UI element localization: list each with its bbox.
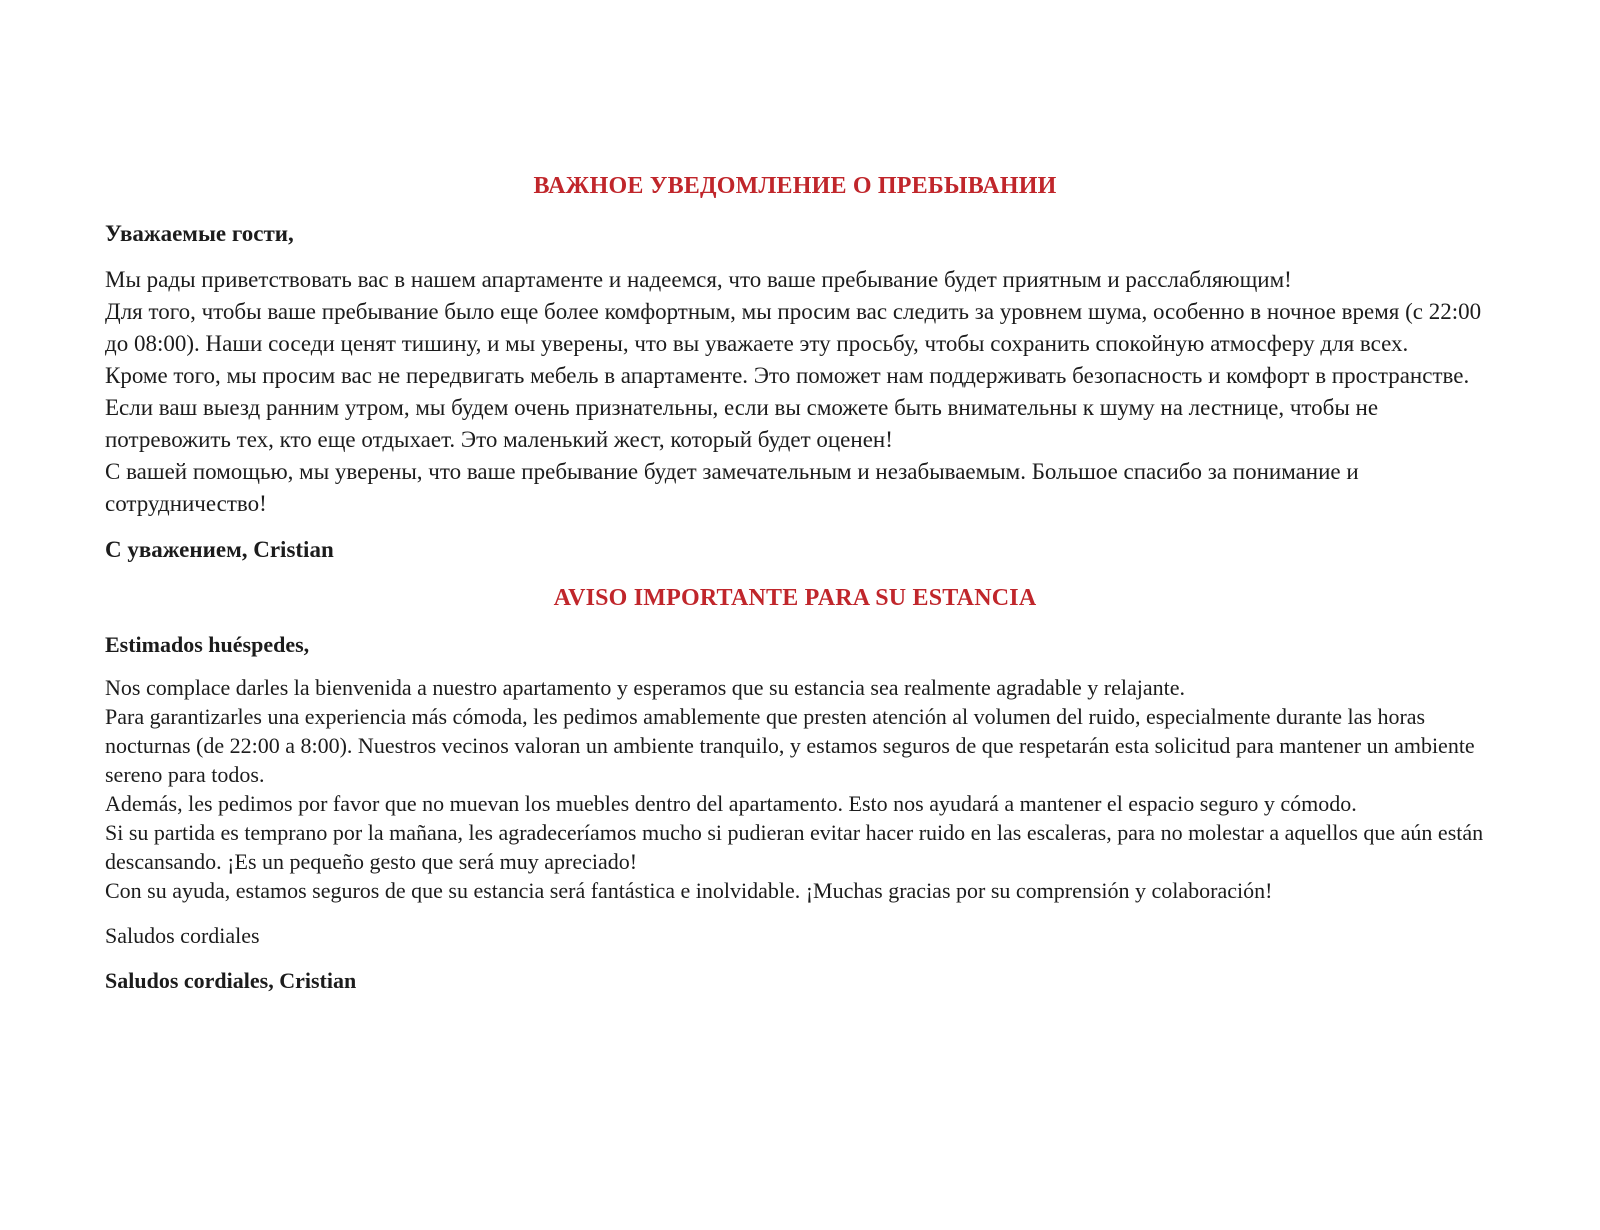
russian-paragraph-thanks: С вашей помощью, мы уверены, что ваше пребывание будет замечательным и незабываемым. Большое спасибо за понимание и сотрудничество! — [105, 459, 1359, 516]
russian-paragraph-welcome: Мы рады приветствовать вас в нашем апартаменте и надеемся, что ваше пребывание будет приятным и расслабляющим! — [105, 267, 1292, 292]
spanish-body — [105, 673, 1485, 905]
russian-paragraph-furniture: Кроме того, мы просим вас не передвигать мебель в апартаменте. Это поможет нам поддерживать безопасность и комфорт в пространстве. — [105, 363, 1470, 388]
spanish-closing: Saludos cordiales — [105, 923, 260, 948]
spanish-paragraph-furniture: Además, les pedimos por favor que no muevan los muebles dentro del apartamento. Esto nos ayudará a mantener el espacio seguro y cómodo. — [105, 791, 1357, 816]
russian-paragraph-noise: Для того, чтобы ваше пребывание было еще более комфортным, мы просим вас следить за уровнем шума, особенно в ночное время (с 22:00 до 08:00). Наши соседи ценят тишину, и мы уверены, что вы уважаете эту просьбу, чтобы сохранить спокойную атмосферу для всех. — [105, 299, 1482, 356]
spanish-paragraph-noise: Para garantizarles una experiencia más cómoda, les pedimos amablemente que presten atención al volumen del ruido, especialmente durante las horas nocturnas (de 22:00 a 8:00). Nuestros vecinos valoran un ambiente tranquilo, y estamos seguros de que respetarán esta solicitud para mantener un ambiente sereno para todos. — [105, 704, 1475, 787]
spanish-greeting: Estimados huéspedes, — [105, 632, 310, 657]
russian-paragraph-early-departure: Если ваш выезд ранним утром, мы будем очень признательны, если вы сможете быть внимательны к шуму на лестнице, чтобы не потревожить тех, кто еще отдыхает. Это маленький жест, который будет оценен! — [105, 395, 1379, 452]
spanish-section-title: AVISO IMPORTANTE PARA SU ESTANCIA — [553, 585, 1037, 611]
spanish-paragraph-early-departure: Si su partida es temprano por la mañana, les agradeceríamos mucho si pudieran evitar hacer ruido en las escaleras, para no molestar a aquellos que aún están descansando. ¡Es un pequeño gesto que será muy apreciado! — [105, 820, 1484, 874]
russian-body — [105, 264, 1485, 520]
spanish-paragraph-welcome: Nos complace darles la bienvenida a nuestro apartamento y esperamos que su estancia sea realmente agradable y relajante. — [105, 675, 1185, 700]
spanish-paragraph-thanks: Con su ayuda, estamos seguros de que su estancia será fantástica e inolvidable. ¡Muchas gracias por su comprensión y colaboración! — [105, 878, 1273, 903]
russian-signoff: С уважением, Cristian — [105, 537, 334, 562]
russian-section-title: ВАЖНОЕ УВЕДОМЛЕНИЕ О ПРЕБЫВАНИИ — [533, 173, 1057, 199]
russian-greeting: Уважаемые гости, — [105, 221, 294, 246]
spanish-signoff: Saludos cordiales, Cristian — [105, 968, 357, 993]
